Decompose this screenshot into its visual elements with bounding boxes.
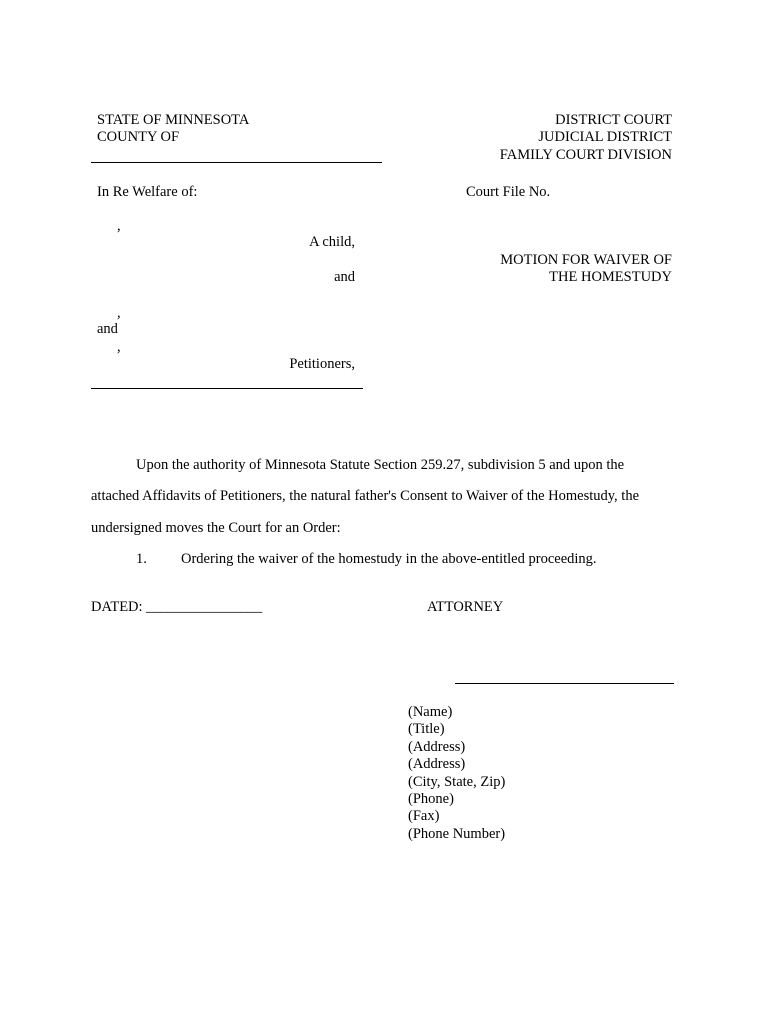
petitioners-and: and	[97, 321, 118, 337]
attorney-phone-number: (Phone Number)	[408, 825, 506, 842]
child-label: A child,	[309, 234, 355, 250]
attorney-phone: (Phone)	[408, 791, 454, 808]
motion-title-line1: MOTION FOR WAIVER OF	[500, 252, 672, 268]
item-number: 1.	[136, 551, 147, 567]
petitioners-label: Petitioners,	[289, 356, 355, 372]
attorney-address-1: (Address)	[408, 738, 466, 755]
dated-line: DATED: ________________	[91, 599, 263, 615]
caption-divider	[91, 388, 363, 389]
attorney-fax: (Fax)	[408, 808, 440, 825]
state-label: STATE OF MINNESOTA	[97, 112, 250, 128]
petitioner2-comma: ,	[117, 339, 121, 355]
attorney-city-state-zip: (City, State, Zip)	[408, 773, 506, 790]
family-court-label: FAMILY COURT DIVISION	[499, 147, 672, 163]
body-line-2: attached Affidavits of Petitioners, the natural father's Consent to Waiver of the Homestudy, the	[91, 488, 640, 504]
body-line-3: undersigned moves the Court for an Order:	[91, 520, 341, 536]
petitioner1-comma: ,	[117, 305, 121, 321]
district-court-label: DISTRICT COURT	[555, 112, 672, 128]
motion-title-line2: THE HOMESTUDY	[549, 269, 672, 285]
court-file-label: Court File No.	[466, 184, 551, 200]
signature-line	[455, 683, 674, 684]
attorney-label: ATTORNEY	[427, 599, 504, 615]
judicial-district-label: JUDICIAL DISTRICT	[538, 129, 672, 145]
attorney-info-block	[408, 704, 505, 843]
attorney-name: (Name)	[408, 704, 453, 720]
attorney-title: (Title)	[408, 721, 445, 738]
in-re-label: In Re Welfare of:	[97, 184, 198, 200]
child-name-comma: ,	[117, 218, 121, 234]
county-label: COUNTY OF	[97, 129, 180, 145]
item-text: Ordering the waiver of the homestudy in the above-entitled proceeding.	[181, 551, 597, 567]
header-divider	[91, 162, 382, 163]
attorney-address-2: (Address)	[408, 756, 466, 773]
body-line-1: Upon the authority of Minnesota Statute Section 259.27, subdivision 5 and upon the	[136, 457, 625, 473]
and-connector: and	[334, 269, 355, 285]
